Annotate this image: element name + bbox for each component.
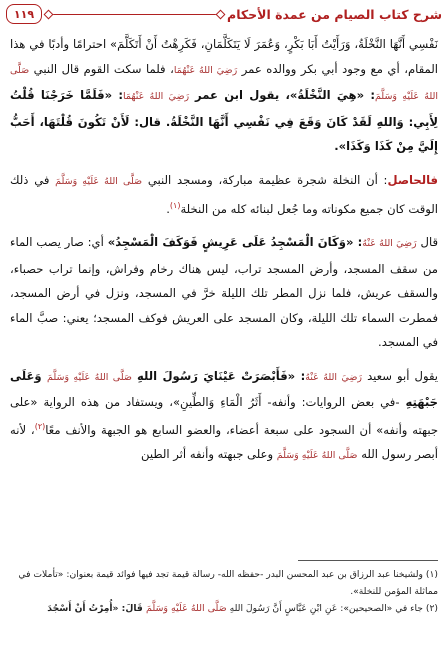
paragraph-text: في ذلك الوقت كان جميع مكوناته وما جُعل لبنائه كله من النخلة: [10, 172, 438, 216]
hadith-quote: : «فَلَمَّا خَرَجْنَا قُلْتُ لِأَبِي: وَاللهِ لَقَدْ كَانَ وَقَعَ فِي نَفْسِي أَنَّهَا النَّخْلَةُ. قال: لَأَنْ تَكُونَ قُلْتَهَا، أَحَبُّ إِلَيَّ مِنْ كَذَا وَكَذَا».: [10, 88, 438, 153]
summary-label: فالحاصل: [387, 172, 439, 187]
honorific: رَضِيَ اللهُ عَنْهُ: [362, 238, 417, 250]
paragraph-text: قال: [420, 235, 439, 250]
paragraph: فالحاصل: أن النخلة شجرة عظيمة مباركة، ومسجد النبي صَلَّى اللهُ عَلَيْهِ وَسَلَّمَ في ذلك الوقت كان جميع مكوناته وما جُعل لبنائه كله من النخلة$^{(١)}$.: [10, 172, 439, 216]
paragraph-text: وعلى جبهته وأنفه أثر الطين: [141, 447, 277, 462]
footnote-ref: (٢): [34, 421, 46, 431]
honorific: صَلَّى اللهُ عَلَيْهِ وَسَلَّمَ: [55, 175, 143, 187]
paragraph-text: ، فلما سكت القوم قال النبي: [33, 61, 174, 76]
footnote-text: (٢) جاء في «الصحيحين»: عَنِ ابْنِ عَبَّاسٍ أَنَّ رَسُولَ اللهِ: [229, 603, 438, 614]
paragraph-text: : «هِيَ النَّخْلَةُ»، يقول ابن عمر: [195, 88, 375, 102]
honorific: صَلَّى اللهُ عَلَيْهِ وَسَلَّمَ: [276, 450, 358, 462]
footnote-ref: (١): [169, 201, 181, 210]
page-number: ١١٩: [6, 4, 42, 24]
header-divider: [48, 14, 221, 15]
running-title: شرح كتاب الصيام من عمدة الأحكام: [227, 6, 442, 22]
footnote: [10, 600, 438, 617]
paragraph-text: نَفْسِي أَنَّهَا النَّخْلَةُ، وَرَأَيْتُ أَبَا بَكْرٍ، وَعُمَرَ لَا يَتَكَلَّمَانِ، فَكَرِهْتُ أَنْ أَتَكَلَّمَ» احترامًا وأدبًا في هذا المقام، أي مع وجود أبي بكر ووالده عمر: [10, 37, 439, 76]
hadith-quote: وَعَلَى جَبْهَتِهِ: [10, 368, 438, 410]
footnotes: [10, 566, 438, 617]
paragraph-text: -في بعض الروايات: وأنفه- أَثَرُ الْمَاءِ وَالطِّينِ»، ويستفاد من هذه الرواية «على جبهته وأنفه» أن السجود على سبعة أعضاء، والعضو السابع هو الجبهة والأنف معًا: [10, 395, 439, 437]
paragraph-text: أي: صار يصب الماء من سقف المسجد، وأرض المسجد تراب، ليس هناك رخام وفراش، وإنما تراب حصباء، والسقف عريش، فلما نزل المطر تلك الليلة خرَّ في المسجد، ونزل في أرض المسجد، فمطرت السماء تلك الليلة، وكان المسجد على العريش فوكف المسجد؛ يعني: صبَّ الماء في المسجد.: [10, 235, 438, 350]
hadith-quote: : «وَكَانَ الْمَسْجِدُ عَلَى عَرِيشٍ فَوَكَفَ الْمَسْجِدُ»: [107, 235, 363, 250]
paragraph-text: : أن النخلة شجرة عظيمة مباركة، ومسجد النبي: [147, 172, 388, 187]
honorific: صَلَّى اللهُ عَلَيْهِ وَسَلَّمَ: [146, 603, 227, 614]
page-header: [6, 2, 442, 26]
paragraph-text: يقول أبو سعيد: [367, 368, 439, 383]
footnote: (١) ولشيخنا عبد الرزاق بن عبد المحسن البدر -حفظه الله- رسالة قيمة تجد فيها فوائد قيمة بعنوان: «تأملات في مماثلة المؤمن للنخلة».: [18, 569, 438, 597]
honorific: صَلَّى اللهُ عَلَيْهِ وَسَلَّمَ: [47, 371, 132, 383]
hadith-quote: : «فَأَبْصَرَتْ عَيْنَايَ رَسُولَ اللهِ: [136, 368, 306, 383]
honorific: رَضِيَ اللهُ عَنْهُمَا: [173, 64, 238, 76]
paragraph: [10, 32, 438, 159]
honorific: رَضِيَ اللهُ عَنْهُمَا: [122, 91, 190, 102]
footnote-divider: [298, 560, 438, 561]
honorific: رَضِيَ اللهُ عَنْهُ: [305, 371, 362, 383]
honorific: صَلَّى اللهُ عَلَيْهِ وَسَلَّمَ: [10, 64, 439, 102]
paragraph: [10, 230, 438, 355]
paragraph: [10, 364, 438, 469]
paragraph-text: ، لأنه أبصر رسول الله: [10, 422, 438, 462]
footnote-text: قَالَ: «أُمِرْتُ أَنْ أَسْجُدَ: [47, 603, 146, 614]
main-text: [10, 32, 438, 469]
